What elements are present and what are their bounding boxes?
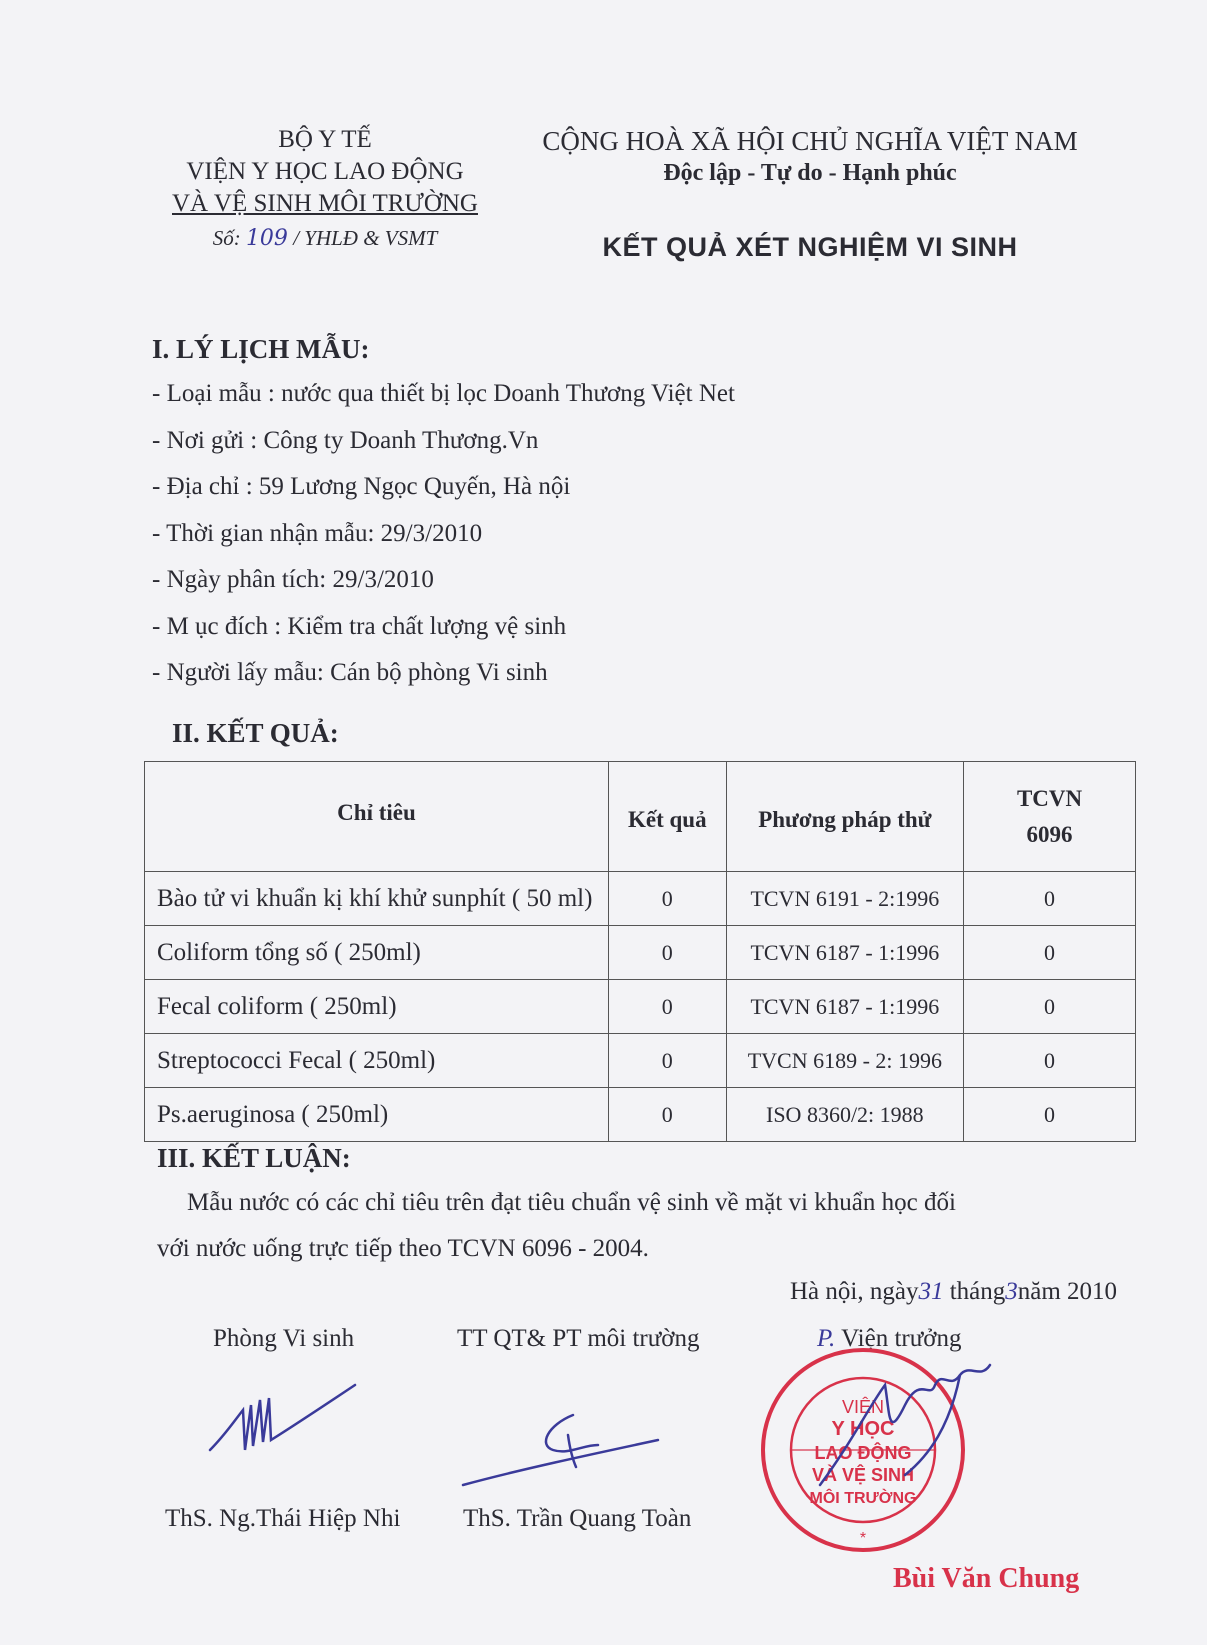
signature-1-icon [205, 1380, 365, 1470]
cell-result: 0 [608, 926, 726, 980]
institute-name-line2: VÀ VỆ SINH MÔI TRƯỜNG [172, 190, 478, 217]
signer-name-2: ThS. Trần Quang Toàn [463, 1505, 692, 1532]
conclusion-line1: Mẫu nước có các chỉ tiêu trên đạt tiêu chuẩn vệ sinh về mặt vi khuẩn học đối [187, 1189, 956, 1216]
role-director-title: Viện trưởng [841, 1325, 962, 1352]
cell-standard: 0 [964, 872, 1136, 926]
table-row [145, 872, 1136, 926]
signer-name-3: Bùi Văn Chung [893, 1563, 1080, 1594]
cell-indicator: Bào tử vi khuẩn kị khí khử sunphít ( 50 ml) [145, 872, 609, 926]
conclusion-text [157, 1180, 1087, 1272]
role-microbiology: Phòng Vi sinh [213, 1325, 355, 1352]
cell-result: 0 [608, 1088, 726, 1142]
table-header-row [145, 762, 1136, 872]
table-row [145, 980, 1136, 1034]
number-label: Số: [212, 226, 241, 250]
national-motto: Độc lập - Tự do - Hạnh phúc [663, 160, 957, 186]
cell-standard: 0 [964, 1034, 1136, 1088]
svg-text:VIỆN: VIỆN [841, 1397, 885, 1417]
analysis-date: - Ngày phân tích: 29/3/2010 [152, 566, 434, 593]
cell-indicator: Coliform tổng số ( 250ml) [145, 926, 609, 980]
table-row [145, 926, 1136, 980]
cell-indicator: Fecal coliform ( 250ml) [145, 980, 609, 1034]
cell-result: 0 [608, 872, 726, 926]
cell-indicator: Streptococci Fecal ( 250ml) [145, 1034, 609, 1088]
number-suffix: / YHLĐ & VSMT [293, 226, 438, 250]
role-environment-center: TT QT& PT môi trường [457, 1325, 700, 1352]
address: - Địa chỉ : 59 Lương Ngọc Quyến, Hà nội [152, 473, 571, 500]
number-value: 109 [245, 226, 288, 251]
date-prefix: Hà nội, ngày [790, 1278, 919, 1305]
table-row [145, 1088, 1136, 1142]
date-month-label: tháng [949, 1278, 1006, 1305]
date-day: 31 [918, 1278, 944, 1305]
cell-method: ISO 8360/2: 1988 [726, 1088, 963, 1142]
results-table [144, 761, 1136, 1142]
document-number [150, 222, 500, 255]
svg-text:LAO ĐỘNG: LAO ĐỘNG [814, 1443, 912, 1463]
signature-2-icon [458, 1405, 668, 1495]
cell-method: TVCN 6189 - 2: 1996 [726, 1034, 963, 1088]
col-header-result: Kết quả [608, 762, 726, 872]
svg-text:Y HỌC: Y HỌC [831, 1418, 895, 1440]
received-date: - Thời gian nhận mẫu: 29/3/2010 [152, 519, 483, 547]
issue-date [790, 1278, 1117, 1306]
cell-standard: 0 [964, 1088, 1136, 1142]
national-header [520, 124, 1100, 188]
signer-name-1: ThS. Ng.Thái Hiệp Nhi [165, 1505, 401, 1532]
col-header-standard: TCVN 6096 [964, 762, 1136, 872]
sampler: - Người lấy mẫu: Cán bộ phòng Vi sinh [152, 659, 548, 686]
document-title: KẾT QUẢ XÉT NGHIỆM VI SINH [602, 232, 1018, 262]
institute-name-line1: VIỆN Y HỌC LAO ĐỘNG [186, 158, 464, 185]
svg-text:*: * [859, 1530, 867, 1547]
issuer-block [150, 124, 500, 255]
ministry-name: BỘ Y TẾ [278, 126, 372, 153]
sample-type: - Loại mẫu : nước qua thiết bị lọc Doanh Thương Việt Net [152, 380, 735, 407]
cell-method: TCVN 6187 - 1:1996 [726, 980, 963, 1034]
cell-standard: 0 [964, 926, 1136, 980]
country-name: CỘNG HOÀ XÃ HỘI CHỦ NGHĨA VIỆT NAM [542, 126, 1078, 156]
sender: - Nơi gửi : Công ty Doanh Thương.Vn [152, 426, 539, 454]
cell-method: TCVN 6187 - 1:1996 [726, 926, 963, 980]
cell-result: 0 [608, 980, 726, 1034]
sample-info-list [152, 378, 735, 704]
cell-indicator: Ps.aeruginosa ( 250ml) [145, 1088, 609, 1142]
purpose: - M ục đích : Kiểm tra chất lượng vệ sinh [152, 612, 567, 640]
cell-standard: 0 [964, 980, 1136, 1034]
date-year: năm 2010 [1017, 1278, 1118, 1305]
cell-method: TCVN 6191 - 2:1996 [726, 872, 963, 926]
date-month: 3 [1005, 1278, 1018, 1305]
cell-result: 0 [608, 1034, 726, 1088]
col-header-method: Phương pháp thử [726, 762, 963, 872]
signature-3-icon [810, 1345, 1020, 1495]
role-director-prefix: P. [817, 1325, 836, 1352]
section3-heading: III. KẾT LUẬN: [157, 1143, 351, 1173]
svg-text:MÔI TRƯỜNG: MÔI TRƯỜNG [809, 1490, 917, 1507]
table-row [145, 1034, 1136, 1088]
col-header-indicator: Chỉ tiêu [145, 762, 609, 872]
conclusion-line2: với nước uống trực tiếp theo TCVN 6096 - 2004. [157, 1235, 649, 1262]
svg-text:VÀ VỆ SINH: VÀ VỆ SINH [811, 1465, 915, 1485]
section1-heading: I. LÝ LỊCH MẪU: [152, 334, 370, 364]
section2-heading: II. KẾT QUẢ: [172, 718, 339, 748]
